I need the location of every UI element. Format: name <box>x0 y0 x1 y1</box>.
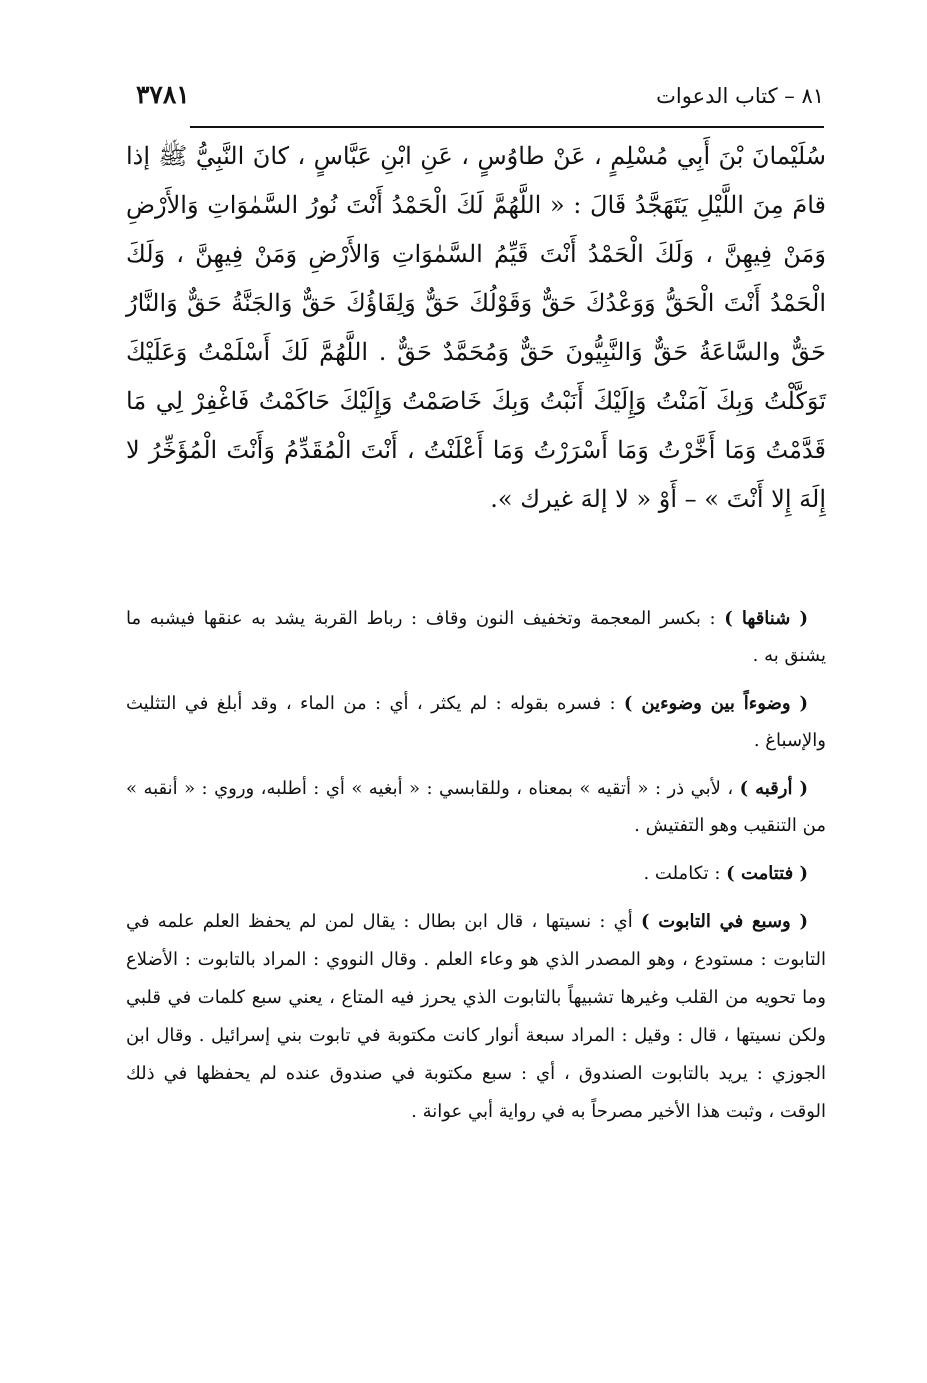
note-body: أي : نسيتها ، قال ابن بطال : يقال لمن لم يحفظ العلم علمه في التابوت : مستودع ، وهو المصدر الذي هو وعاء العلم . وقال النووي : المراد بالتابوت : الأضلاع وما تحويه من القلب وغيرها تشبيهاً بالتابوت الذي يحرز فيه المتاع ، يعني سبع كلمات في قلبي ولكن نسيتها ، قال : وقيل : المراد سبعة أنوار كانت مكتوبة في تابوت بني إسرائيل . وقال ابن الجوزي : يريد بالتابوت الصندوق ، أي : سبع مكتوبة في صندوق عنده لم يحفظها في ذلك الوقت ، وثبت هذا الأخير مصرحاً به في رواية أبي عوانة . <box>126 911 826 1122</box>
note-body: : بكسر المعجمة وتخفيف النون وقاف : رباط القربة يشد به عنقها فيشبه ما يشنق به . <box>126 608 826 666</box>
page-number: ٣٧٨١ <box>136 80 190 109</box>
header-divider <box>190 126 824 128</box>
note-arqubuh <box>126 770 826 844</box>
note-body: ، لأبي ذر : « أتقيه » بمعناه ، وللقابسي : « أبغيه » أي : أطلبه، وروي : « أنقبه » من التنقيب وهو التفتيش . <box>126 778 826 836</box>
note-tabut <box>126 903 826 1131</box>
note-body: : فسره بقوله : لم يكثر ، أي : من الماء ، وقد أبلغ في التثليث والإسباغ . <box>126 693 826 751</box>
note-shanaqaha <box>126 600 826 674</box>
note-term: ( شناقها ) <box>724 608 809 629</box>
note-fatatamat <box>126 855 826 892</box>
note-term: ( فتتامت ) <box>726 863 808 884</box>
note-body: : تكاملت . <box>643 863 727 884</box>
note-wudu <box>126 685 826 759</box>
note-term: ( أرقبه ) <box>739 778 808 799</box>
note-term: ( وضوءاً بين وضوءين ) <box>623 693 808 714</box>
commentary-notes <box>126 600 826 1142</box>
chapter-title: ٨١ – كتاب الدعوات <box>656 84 824 108</box>
page-header <box>136 80 824 124</box>
note-term: ( وسبع في التابوت ) <box>640 911 809 932</box>
hadith-text: سُلَيْمانَ بْنَ أَبِي مُسْلِمٍ ، عَنْ طاوُسٍ ، عَنِ ابْنِ عَبَّاسٍ ، كانَ النَّبِيُّ ﷺ إذا قامَ مِنَ اللَّيْلِ يَتَهَجَّدُ قَالَ : « اللَّهُمَّ لَكَ الْحَمْدُ أَنْتَ نُورُ السَّمٰوَاتِ وَالأَرْضِ وَمَنْ فِيهِنَّ ، وَلَكَ الْحَمْدُ أَنْتَ قَيِّمُ السَّمٰوَاتِ وَالأَرْضِ وَمَنْ فِيهِنَّ ، وَلَكَ الْحَمْدُ أَنْتَ الْحَقُّ وَوَعْدُكَ حَقٌّ وَقَوْلُكَ حَقٌّ وَلِقَاؤُكَ حَقٌّ وَالجَنَّةُ حَقٌّ وَالنَّارُ حَقٌّ والسَّاعَةُ حَقٌّ وَالنَّبِيُّونَ حَقٌّ وَمُحَمَّدٌ حَقٌّ . اللَّهُمَّ لَكَ أَسْلَمْتُ وَعَلَيْكَ تَوَكَّلْتُ وَبِكَ آمَنْتُ وَإِلَيْكَ أَنَبْتُ وَبِكَ خَاصَمْتُ وَإِلَيْكَ حَاكَمْتُ فَاغْفِرْ لِي مَا قَدَّمْتُ وَمَا أَخَّرْتُ وَمَا أَسْرَرْتُ وَمَا أَعْلَنْتُ ، أَنْتَ الْمُقَدِّمُ وَأَنْتَ الْمُؤَخِّرُ لا إِلَهَ إِلا أَنْتَ » – أَوْ « لا إلهَ غيرك ». <box>126 142 826 513</box>
